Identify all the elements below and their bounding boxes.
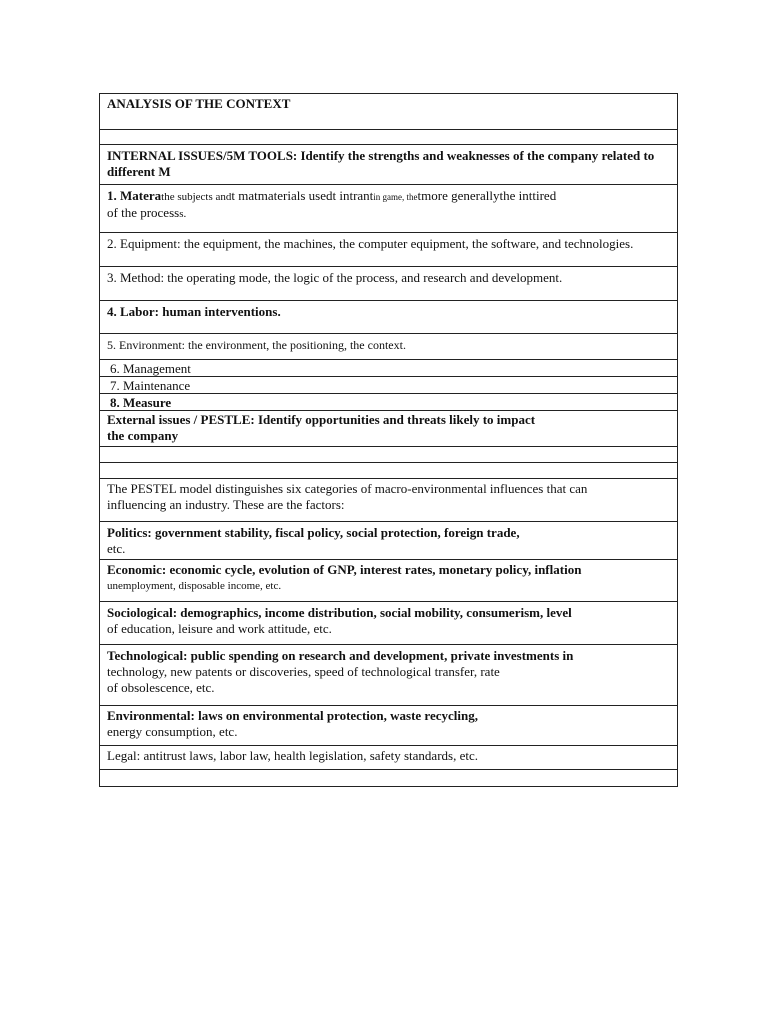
table-row	[100, 394, 678, 411]
table-row	[100, 185, 678, 233]
pestel-legal: Legal: antitrust laws, labor law, health legislation, safety standards, etc.	[100, 746, 678, 770]
environmental-line2: energy consumption, etc.	[107, 724, 238, 739]
table-row	[100, 233, 678, 267]
item-materials	[100, 185, 678, 233]
item-equipment: 2. Equipment: the equipment, the machines, the computer equipment, the software, and technologies.	[100, 233, 678, 267]
table-row	[100, 145, 678, 185]
table-row	[100, 706, 678, 746]
empty-cell	[100, 130, 678, 145]
pestel-environmental	[100, 706, 678, 746]
technological-line2: technology, new patents or discoveries, speed of technological transfer, rate	[107, 664, 500, 679]
sociological-line2: of education, leisure and work attitude, etc.	[107, 621, 332, 636]
item-measure: 8. Measure	[100, 394, 678, 411]
internal-heading-line2: different M	[107, 164, 171, 179]
technological-line3: of obsolescence, etc.	[107, 680, 215, 695]
table-row	[100, 411, 678, 447]
table-row	[100, 130, 678, 145]
table-row	[100, 770, 678, 787]
internal-issues-heading	[100, 145, 678, 185]
economic-line2: unemployment, disposable income, etc.	[107, 580, 282, 592]
external-issues-heading	[100, 411, 678, 447]
table-row	[100, 463, 678, 479]
internal-heading-line1: INTERNAL ISSUES/5M TOOLS: Identify the strengths and weaknesses of the company related to	[107, 148, 655, 163]
pestel-technological	[100, 645, 678, 706]
technological-line1: Technological: public spending on research and development, private investments in	[107, 648, 574, 663]
item-materials-line2: of the processs.	[107, 205, 187, 220]
table-row	[100, 479, 678, 522]
context-analysis-table	[99, 93, 678, 787]
item-materials-line1: 1. Materathe subjects andt matmaterials usedt intrantin game, thetmore generallythe inttired	[107, 188, 557, 203]
external-heading-line1: External issues / PESTLE: Identify opportunities and threats likely to impact	[107, 412, 536, 427]
pestel-intro-line1: The PESTEL model distinguishes six categories of macro-environmental influences that can	[107, 481, 588, 496]
table-row	[100, 301, 678, 334]
item-method: 3. Method: the operating mode, the logic of the process, and research and development.	[100, 267, 678, 301]
table-row	[100, 602, 678, 645]
sociological-line1: Sociological: demographics, income distribution, social mobility, consumerism, level	[107, 605, 572, 620]
table-row	[100, 645, 678, 706]
table-row	[100, 267, 678, 301]
economic-line1: Economic: economic cycle, evolution of GNP, interest rates, monetary policy, inflation	[107, 562, 582, 577]
pestel-sociological	[100, 602, 678, 645]
table-row	[100, 360, 678, 377]
pestel-economic	[100, 560, 678, 602]
item-labor: 4. Labor: human interventions.	[100, 301, 678, 334]
external-heading-line2: the company	[107, 428, 179, 443]
politics-line1: Politics: government stability, fiscal policy, social protection, foreign trade,	[107, 525, 520, 540]
empty-cell	[100, 447, 678, 463]
politics-line2: etc.	[107, 541, 126, 556]
table-row	[100, 560, 678, 602]
item-environment: 5. Environment: the environment, the positioning, the context.	[100, 334, 678, 360]
table-row	[100, 447, 678, 463]
table-row	[100, 746, 678, 770]
table-row	[100, 334, 678, 360]
pestel-intro-line2: influencing an industry. These are the factors:	[107, 497, 345, 512]
table-row	[100, 94, 678, 130]
empty-cell	[100, 463, 678, 479]
environmental-line1: Environmental: laws on environmental protection, waste recycling,	[107, 708, 478, 723]
table-row	[100, 377, 678, 394]
pestel-politics	[100, 522, 678, 560]
table-row	[100, 522, 678, 560]
table-title: ANALYSIS OF THE CONTEXT	[100, 94, 678, 130]
pestel-intro	[100, 479, 678, 522]
item-maintenance: 7. Maintenance	[100, 377, 678, 394]
empty-cell	[100, 770, 678, 787]
item-management: 6. Management	[100, 360, 678, 377]
